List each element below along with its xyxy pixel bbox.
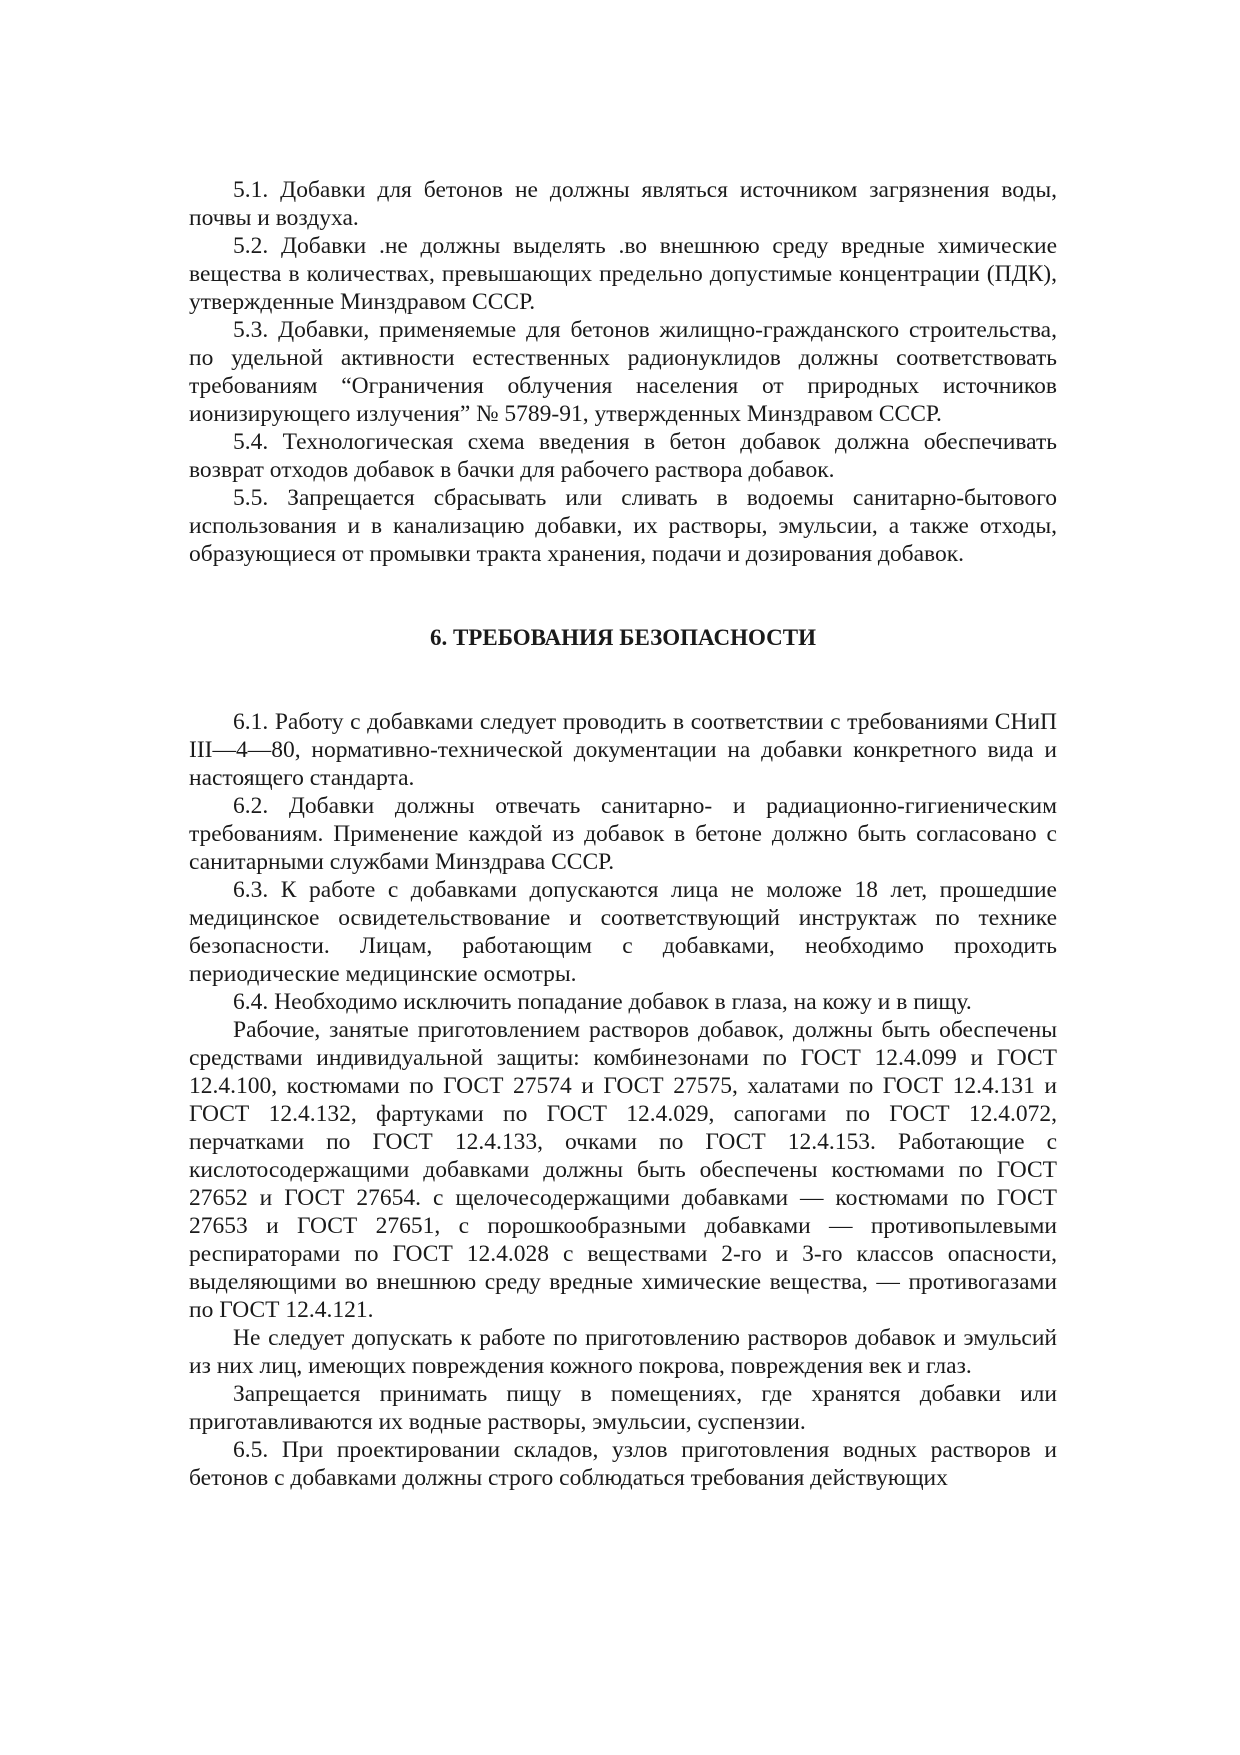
paragraph-5-3: 5.3. Добавки, применяемые для бетонов жилищно-гражданского строительства, по удельной активности естественных радионуклидов должны соответствовать требованиям “Ограничения облучения населения от природных источников ионизирующего излучения” № 5789-91, утвержденных Минздравом СССР.	[189, 317, 1057, 427]
paragraph-5-4: 5.4. Технологическая схема введения в бетон добавок должна обеспечивать возврат отходов добавок в бачки для рабочего раствора добавок.	[189, 429, 1057, 483]
paragraph-5-2: 5.2. Добавки .не должны выделять .во внешнюю среду вредные химические вещества в количествах, превышающих предельно допустимые концентрации (ПДК), утвержденные Минздравом СССР.	[189, 233, 1057, 315]
paragraph-6-5: 6.5. При проектировании складов, узлов приготовления водных растворов и бетонов с добавками должны строго соблюдаться требования действующих	[189, 1437, 1057, 1491]
section-5	[189, 176, 1057, 568]
paragraph-admission-restrictions: Не следует допускать к работе по приготовлению растворов добавок и эмульсий из них лиц, имеющих повреждения кожного покрова, повреждения век и глаз.	[189, 1325, 1057, 1379]
section-6	[189, 708, 1057, 1492]
section-title: 6. ТРЕБОВАНИЯ БЕЗОПАСНОСТИ	[429, 625, 817, 650]
paragraph-6-4: 6.4. Необходимо исключить попадание добавок в глаза, на кожу и в пищу.	[233, 989, 972, 1015]
paragraph-5-5: 5.5. Запрещается сбрасывать или сливать в водоемы санитарно-бытового использования и в канализацию добавки, их растворы, эмульсии, а также отходы, образующиеся от промывки тракта хранения, подачи и дозирования добавок.	[189, 485, 1057, 567]
paragraph-5-1: 5.1. Добавки для бетонов не должны являться источником загрязнения воды, почвы и воздуха.	[189, 177, 1057, 231]
document-page	[189, 176, 1057, 1492]
spacer	[189, 568, 1057, 624]
paragraph-6-1: 6.1. Работу с добавками следует проводить в соответствии с требованиями СНиП III—4—80, нормативно-технической документации на добавки конкретного вида и настоящего стандарта.	[189, 709, 1057, 791]
spacer	[189, 652, 1057, 708]
paragraph-protective-equipment: Рабочие, занятые приготовлением растворов добавок, должны быть обеспечены средствами индивидуальной защиты: комбинезонами по ГОСТ 12.4.099 и ГОСТ 12.4.100, костюмами по ГОСТ 27574 и ГОСТ 27575, халатами по ГОСТ 12.4.131 и ГОСТ 12.4.132, фартуками по ГОСТ 12.4.029, сапогами по ГОСТ 12.4.072, перчатками по ГОСТ 12.4.133, очками по ГОСТ 12.4.153. Работающие с кислотосодержащими добавками должны быть обеспечены костюмами по ГОСТ 27652 и ГОСТ 27654. с щелочесодержащими добавками — костюмами по ГОСТ 27653 и ГОСТ 27651, с порошкообразными добавками — противопылевыми респираторами по ГОСТ 12.4.028 с веществами 2-го и 3-го классов опасности, выделяющими во внешнюю среду вредные химические вещества, — противогазами по ГОСТ 12.4.121.	[189, 1017, 1057, 1323]
paragraph-6-3: 6.3. К работе с добавками допускаются лица не моложе 18 лет, прошедшие медицинское освидетельствование и соответствующий инструктаж по технике безопасности. Лицам, работающим с добавками, необходимо проходить периодические медицинские осмотры.	[189, 877, 1057, 987]
paragraph-food-prohibition: Запрещается принимать пищу в помещениях, где хранятся добавки или приготавливаются их водные растворы, эмульсии, суспензии.	[189, 1381, 1057, 1435]
paragraph-6-2: 6.2. Добавки должны отвечать санитарно- и радиационно-гигиеническим требованиям. Применение каждой из добавок в бетоне должно быть согласовано с санитарными службами Минздрава СССР.	[189, 793, 1057, 875]
